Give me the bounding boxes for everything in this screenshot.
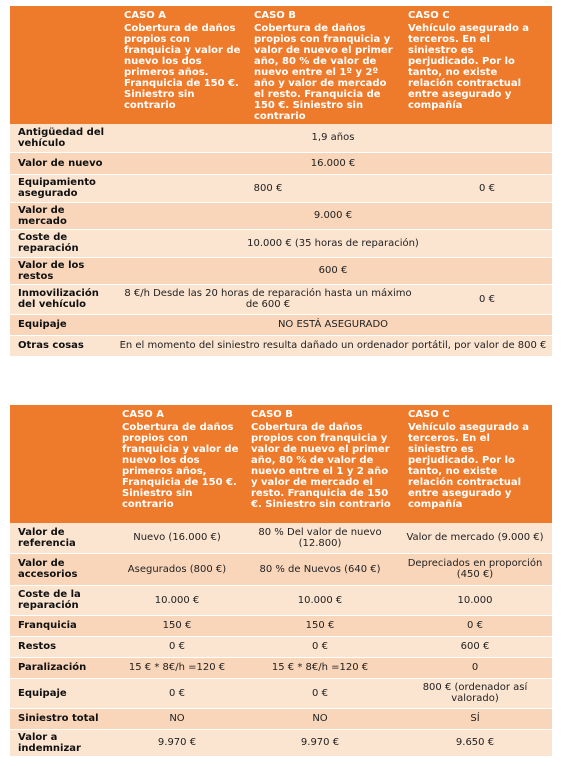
- header-title: CASO B: [254, 10, 296, 21]
- table-1-header-caso-b: [254, 10, 394, 122]
- row-label: Siniestro total: [10, 708, 112, 729]
- row-value-a: Nuevo (16.000 €): [112, 523, 242, 553]
- row-value: 16.000 €: [114, 152, 552, 174]
- table-row: [10, 335, 552, 356]
- row-value-b: 80 % de Nuevos (640 €): [242, 553, 398, 585]
- row-label: Inmovilización del vehículo: [10, 284, 114, 314]
- table-row: [10, 553, 552, 585]
- row-value: 600 €: [114, 257, 552, 284]
- header-title: CASO C: [408, 10, 450, 21]
- header-title: CASO B: [251, 409, 293, 420]
- header-title: CASO C: [408, 409, 450, 420]
- row-value-a: 9.970 €: [112, 729, 242, 756]
- header-desc: Cobertura de daños propios con franquicia y valor de nuevo el primer año, 80 % de valor de nuevo entre el 1 y 2 año y valor de mercado el resto. Franquicia de 150 €. Siniestro sin contrario: [251, 422, 391, 510]
- row-label: Franquicia: [10, 615, 112, 636]
- table-row: [10, 657, 552, 678]
- table-row: [10, 257, 552, 284]
- table-2: [10, 405, 552, 757]
- header-desc: Vehículo asegurado a terceros. En el siniestro es perjudicado. Por lo tanto, no existe relación contractual entre asegurado y compañía: [408, 23, 530, 111]
- table-row: [10, 202, 552, 229]
- table-2-header-caso-b: [251, 409, 393, 510]
- table-1-header-caso-c: [408, 10, 538, 111]
- row-value-a: 0 €: [112, 678, 242, 708]
- row-value-a: NO: [112, 708, 242, 729]
- row-label: Equipamiento asegurado: [10, 174, 114, 202]
- table-row: [10, 174, 552, 202]
- row-label: Paralización: [10, 657, 112, 678]
- header-desc: Cobertura de daños propios con franquicia y valor de nuevo los dos primeros años. Franquicia de 150 €. Siniestro sin contrario: [124, 23, 241, 111]
- row-value: 10.000 € (35 horas de reparación): [114, 229, 552, 257]
- row-value-c: 0 €: [398, 615, 552, 636]
- row-value-ab: 800 €: [114, 174, 422, 202]
- row-label: Equipaje: [10, 678, 112, 708]
- row-value-b: 80 % Del valor de nuevo (12.800): [242, 523, 398, 553]
- row-value-ab: 8 €/h Desde las 20 horas de reparación hasta un máximo de 600 €: [114, 284, 422, 314]
- row-value-a: 0 €: [112, 636, 242, 657]
- row-value-b: 150 €: [242, 615, 398, 636]
- table-row: [10, 229, 552, 257]
- row-value-b: 0 €: [242, 678, 398, 708]
- table-row: [10, 284, 552, 314]
- row-value-c: Valor de mercado (9.000 €): [398, 523, 552, 553]
- row-value-b: 10.000 €: [242, 585, 398, 615]
- row-value-b: 0 €: [242, 636, 398, 657]
- table-1-body: [10, 124, 552, 357]
- row-label: Valor de referencia: [10, 523, 112, 553]
- row-label: Restos: [10, 636, 112, 657]
- table-2-header-caso-a: [122, 409, 240, 510]
- row-value-a: 150 €: [112, 615, 242, 636]
- row-value-c: SÍ: [398, 708, 552, 729]
- table-row: [10, 729, 552, 756]
- row-label: Coste de la reparación: [10, 585, 112, 615]
- table-1-header: [10, 6, 552, 124]
- row-value-a: 10.000 €: [112, 585, 242, 615]
- row-value-c: 0 €: [422, 284, 552, 314]
- row-label: Equipaje: [10, 314, 114, 335]
- row-value: 1,9 años: [114, 124, 552, 152]
- row-label: Valor de los restos: [10, 257, 114, 284]
- row-value-b: 9.970 €: [242, 729, 398, 756]
- row-label: Coste de reparación: [10, 229, 114, 257]
- header-desc: Vehículo asegurado a terceros. En el siniestro es perjudicado. Por lo tanto, no existe relación contractual entre asegurado y compañía: [408, 422, 530, 510]
- row-value-b: 15 € * 8€/h =120 €: [242, 657, 398, 678]
- row-value: En el momento del siniestro resulta dañado un ordenador portátil, por valor de 800 €: [114, 335, 552, 356]
- row-value: NO ESTÁ ASEGURADO: [114, 314, 552, 335]
- row-label: Valor de mercado: [10, 202, 114, 229]
- row-value-b: NO: [242, 708, 398, 729]
- table-row: [10, 523, 552, 553]
- header-desc: Cobertura de daños propios con franquicia y valor de nuevo el primer año, 80 % de valor de nuevo entre el 1º y 2º año y valor de mercado el resto. Franquicia de 150 €. Siniestro sin contrario: [254, 23, 393, 122]
- header-title: CASO A: [124, 10, 167, 21]
- table-row: [10, 152, 552, 174]
- header-desc: Cobertura de daños propios con franquicia y valor de nuevo los dos primeros años, Franquicia de 150 €. Siniestro sin contrario: [122, 422, 239, 510]
- header-title: CASO A: [122, 409, 165, 420]
- table-row: [10, 314, 552, 335]
- row-value: 9.000 €: [114, 202, 552, 229]
- row-value-c: 600 €: [398, 636, 552, 657]
- row-label: Otras cosas: [10, 335, 114, 356]
- row-value-c: Depreciados en proporción (450 €): [398, 553, 552, 585]
- row-label: Valor a indemnizar: [10, 729, 112, 756]
- table-row: [10, 615, 552, 636]
- table-row: [10, 678, 552, 708]
- row-label: Valor de accesorios: [10, 553, 112, 585]
- row-value-c: 800 € (ordenador así valorado): [398, 678, 552, 708]
- table-2-body: [10, 523, 552, 757]
- table-2-header-caso-c: [408, 409, 540, 510]
- row-label: Valor de nuevo: [10, 152, 114, 174]
- table-row: [10, 124, 552, 152]
- row-value-c: 0: [398, 657, 552, 678]
- table-row: [10, 708, 552, 729]
- table-1-header-caso-a: [124, 10, 244, 111]
- row-value-a: Asegurados (800 €): [112, 553, 242, 585]
- row-value-a: 15 € * 8€/h =120 €: [112, 657, 242, 678]
- row-value-c: 10.000: [398, 585, 552, 615]
- row-value-c: 9.650 €: [398, 729, 552, 756]
- table-2-header: [10, 405, 552, 523]
- row-label: Antigüedad del vehículo: [10, 124, 114, 152]
- table-1: [10, 6, 552, 357]
- row-value-c: 0 €: [422, 174, 552, 202]
- table-row: [10, 585, 552, 615]
- table-row: [10, 636, 552, 657]
